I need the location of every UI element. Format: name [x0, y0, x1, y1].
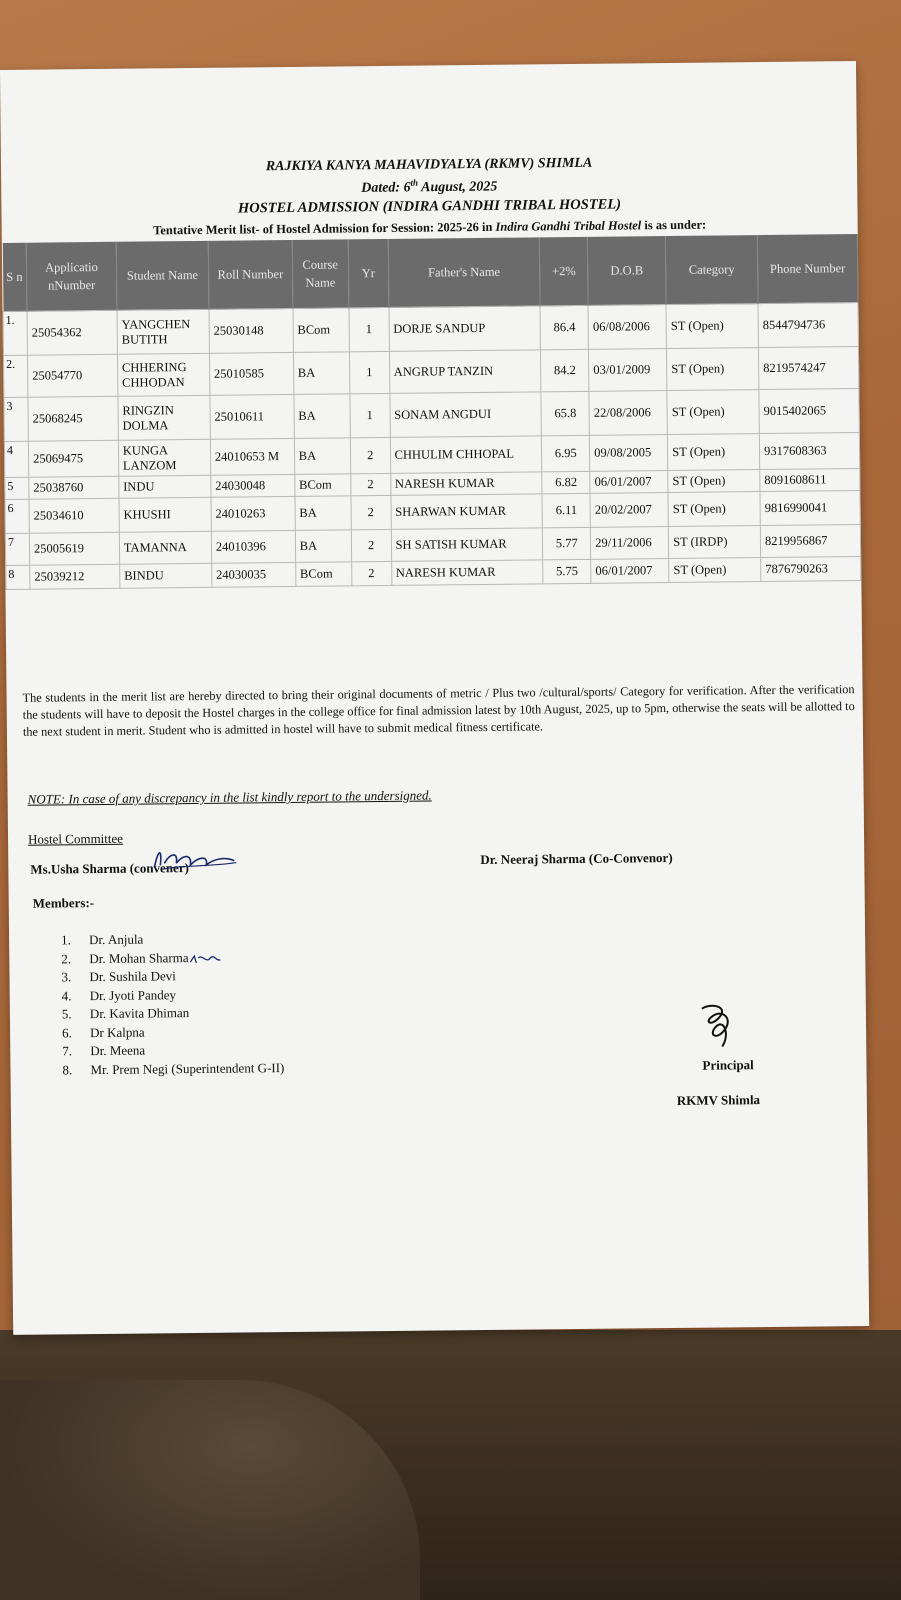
- cell-yr: 2: [351, 561, 391, 585]
- member-signature: [189, 951, 223, 965]
- cell-app: 25069475: [28, 440, 118, 477]
- cell-sn: 7: [5, 533, 29, 565]
- cell-roll: 24010653 M: [210, 438, 294, 475]
- cell-pct: 5.77: [543, 527, 591, 560]
- cell-cat: ST (Open): [667, 390, 759, 435]
- cell-phone: 9816990041: [760, 491, 860, 526]
- merit-list-document: [0, 61, 869, 1335]
- cell-name: KHUSHI: [119, 497, 211, 532]
- cell-cat: ST (Open): [667, 348, 759, 391]
- convener: Ms.Usha Sharma (convener): [30, 860, 189, 877]
- cell-yr: 2: [350, 437, 390, 473]
- cell-yr: 2: [351, 495, 391, 529]
- cell-sn: 5: [5, 477, 29, 499]
- members-list: [61, 929, 284, 1079]
- column-header: Father's Name: [388, 237, 540, 307]
- co-convener: Dr. Neeraj Sharma (Co-Convenor): [480, 850, 673, 868]
- list-item: 6. Dr Kalpna: [62, 1024, 145, 1040]
- members-heading: Members:-: [32, 895, 95, 911]
- cell-cat: ST (Open): [668, 492, 760, 527]
- cell-app: 25054362: [27, 310, 117, 355]
- cell-cat: ST (Open): [669, 558, 761, 583]
- cell-dob: 22/08/2006: [589, 391, 667, 436]
- cell-pct: 6.11: [542, 493, 590, 528]
- cell-phone: 8091608611: [760, 469, 860, 492]
- cell-pct: 84.2: [541, 349, 589, 391]
- cell-cat: ST (Open): [668, 470, 760, 493]
- document-subtitle: Tentative Merit list- of Hostel Admission for Session: 2025-26 in Indira Gandhi Tribal Hostel is as under:: [153, 217, 707, 238]
- cell-father: SONAM ANGDUI: [389, 392, 541, 438]
- cell-yr: 1: [349, 307, 389, 351]
- cell-pct: 6.82: [542, 471, 590, 494]
- column-header: Roll Number: [208, 240, 293, 309]
- column-header: D.O.B: [587, 236, 666, 305]
- list-item: 2. Dr. Mohan Sharma: [61, 948, 283, 969]
- list-item: 3. Dr. Sushila Devi: [61, 968, 176, 985]
- cell-yr: 2: [350, 473, 390, 495]
- document-date: Dated: 6th August, 2025: [361, 177, 498, 196]
- cell-phone: 9317608363: [759, 433, 859, 470]
- cell-course: BA: [294, 394, 350, 439]
- cell-father: CHHULIM CHHOPAL: [390, 436, 542, 474]
- cell-dob: 06/01/2007: [590, 471, 668, 494]
- cell-sn: 6: [5, 499, 29, 533]
- cell-pct: 5.75: [543, 559, 591, 584]
- convener-signature: [148, 843, 240, 876]
- cell-phone: 8219956867: [760, 525, 860, 558]
- cell-roll: 24030048: [211, 474, 295, 497]
- cell-name: YANGCHEN BUTITH: [117, 309, 209, 354]
- cell-father: SH SATISH KUMAR: [391, 528, 543, 562]
- cell-roll: 25030148: [209, 308, 293, 353]
- cell-app: 25034610: [29, 498, 119, 533]
- cell-course: BA: [295, 530, 351, 563]
- cell-roll: 24030035: [211, 562, 295, 587]
- cell-dob: 20/02/2007: [590, 493, 668, 528]
- cell-father: NARESH KUMAR: [391, 560, 543, 586]
- cell-pct: 6.95: [542, 435, 590, 472]
- table-header-row: [2, 234, 858, 311]
- cell-yr: 1: [350, 393, 390, 437]
- cell-app: 25005619: [29, 532, 119, 565]
- list-item: 4. Dr. Jyoti Pandey: [61, 986, 177, 1003]
- cell-roll: 25010611: [210, 394, 294, 439]
- cell-name: INDU: [119, 475, 211, 498]
- principal-org: RKMV Shimla: [676, 1092, 761, 1108]
- column-header: Yr: [348, 239, 389, 308]
- list-item: 7. Dr. Meena: [62, 1042, 146, 1059]
- cell-dob: 29/11/2006: [591, 527, 669, 560]
- college-name: RAJKIYA KANYA MAHAVIDYALYA (RKMV) SHIMLA: [265, 155, 593, 175]
- cell-roll: 25010585: [209, 352, 293, 395]
- cell-yr: 2: [351, 529, 391, 561]
- cell-father: NARESH KUMAR: [390, 472, 542, 496]
- committee-heading: Hostel Committee: [27, 830, 124, 847]
- cell-phone: 7876790263: [761, 557, 861, 582]
- cell-dob: 06/08/2006: [588, 305, 666, 350]
- cell-name: RINGZIN DOLMA: [118, 395, 210, 440]
- cell-roll: 24010396: [211, 530, 295, 563]
- cell-dob: 03/01/2009: [589, 349, 667, 392]
- cell-course: BA: [294, 438, 350, 475]
- discrepancy-note: NOTE: In case of any discrepancy in the list kindly report to the undersigned.: [27, 787, 432, 807]
- column-header: Applicatio nNumber: [26, 242, 117, 311]
- cell-pct: 65.8: [541, 391, 589, 435]
- cell-course: BA: [295, 496, 351, 531]
- cell-name: KUNGA LANZOM: [118, 439, 210, 476]
- cell-pct: 86.4: [540, 305, 588, 349]
- list-item: 1. Dr. Anjula: [61, 931, 144, 948]
- cell-cat: ST (Open): [666, 304, 758, 349]
- cell-name: TAMANNA: [119, 531, 211, 564]
- cell-dob: 09/08/2005: [590, 435, 668, 472]
- cell-yr: 1: [349, 351, 389, 393]
- column-header: Course Name: [292, 239, 349, 308]
- instructions-paragraph: The students in the merit list are hereby directed to bring their original documents of metric / Plus two /cultural/sports/ Category for verification. After the verification the students will have to deposit the Hostel charges in the college office for final admission latest by 10th August, 2025, up to 5pm, otherwise the seats will be allotted to the next student in merit. Student who is admitted in hostel will have to submit medical fitness certificate.: [22, 682, 855, 739]
- column-header: Student Name: [116, 241, 209, 310]
- cell-course: BA: [293, 352, 349, 395]
- cell-phone: 8219574247: [758, 347, 858, 390]
- cell-phone: 9015402065: [759, 389, 859, 434]
- cell-name: CHHERING CHHODAN: [117, 353, 209, 396]
- cell-sn: 8: [6, 565, 30, 589]
- cell-app: 25068245: [28, 396, 118, 441]
- cell-roll: 24010263: [211, 496, 295, 531]
- cell-course: BCom: [295, 562, 351, 587]
- cell-father: DORJE SANDUP: [389, 306, 541, 352]
- merit-table: [2, 234, 862, 590]
- cell-father: ANGRUP TANZIN: [389, 350, 541, 394]
- cell-course: BCom: [293, 308, 349, 353]
- column-header: Phone Number: [757, 234, 858, 304]
- cell-sn: 4: [4, 441, 28, 477]
- cell-app: 25039212: [30, 564, 120, 589]
- list-item: 8. Mr. Prem Negi (Superintendent G-II): [62, 1059, 285, 1077]
- document-title: HOSTEL ADMISSION (INDIRA GANDHI TRIBAL HOSTEL): [237, 196, 622, 217]
- cell-sn: 3: [4, 397, 28, 441]
- cell-dob: 06/01/2007: [591, 559, 669, 584]
- cell-sn: 1.: [3, 311, 27, 355]
- cell-cat: ST (Open): [668, 434, 760, 471]
- cell-app: 25054770: [27, 354, 117, 397]
- cell-course: BCom: [294, 474, 350, 497]
- cell-father: SHARWAN KUMAR: [391, 494, 543, 530]
- column-header: Category: [665, 235, 758, 304]
- cell-cat: ST (IRDP): [668, 526, 760, 559]
- cell-sn: 2.: [3, 355, 27, 397]
- cell-phone: 8544794736: [758, 303, 858, 348]
- column-header: S n: [2, 243, 27, 312]
- cell-app: 25038760: [29, 476, 119, 499]
- column-header: +2%: [540, 237, 589, 306]
- principal-title: Principal: [702, 1057, 754, 1073]
- list-item: 5. Dr. Kavita Dhiman: [61, 1005, 190, 1022]
- principal-signature: [694, 1000, 741, 1052]
- cell-name: BINDU: [120, 563, 212, 588]
